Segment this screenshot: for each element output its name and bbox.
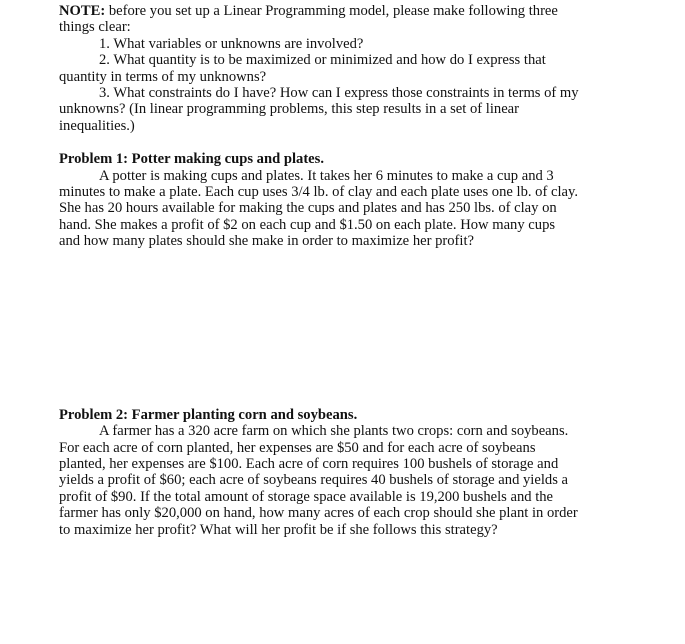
problem-2-title: Problem 2: Farmer planting corn and soybeans. [59, 406, 358, 423]
problem-2-body: A farmer has a 320 acre farm on which she plants two crops: corn and soybeans. For each acre of corn planted, her expenses are $50 and for each acre of soybeans planted, her expenses are $100. Each acre of corn requires 100 bushels of storage and yields a profit of $60; each acre of soybeans requires 40 bushels of storage and yields a profit of $90. If the total amount of storage space available is 19,200 bushels and the farmer has only $20,000 on hand, how many acres of each crop should she plant in order to maximize her profit? What will her profit be if she follows this strategy? [59, 423, 578, 538]
document-page [59, 3, 579, 538]
note-paragraph [59, 3, 579, 36]
note-item-3: 3. What constraints do I have? How can I express those constraints in terms of my unknowns? (In linear programming problems, this step results in a set of linear inequalities.) [59, 85, 579, 134]
problem-1-body: A potter is making cups and plates. It takes her 6 minutes to make a cup and 3 minutes to make a plate. Each cup uses 3/4 lb. of clay and each plate uses one lb. of clay. She has 20 hours available for making the cups and plates and has 250 lbs. of clay on hand. She makes a profit of $2 on each cup and $1.50 on each plate. How many cups and how many plates should she make in order to maximize her profit? [59, 167, 578, 250]
note-intro: before you set up a Linear Programming model, please make following three things clear: [59, 3, 558, 36]
note-label: NOTE: [59, 3, 106, 19]
note-item-1: 1. What variables or unknowns are involved? [99, 35, 364, 52]
note-item-2: 2. What quantity is to be maximized or minimized and how do I express that quantity in terms of my unknowns? [59, 52, 546, 85]
problem-1-title: Problem 1: Potter making cups and plates. [59, 151, 324, 168]
